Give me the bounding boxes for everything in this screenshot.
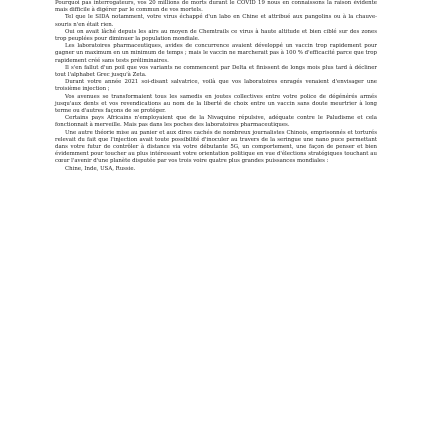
paragraph-variants: Il s'en fallut d'un poil que vos variants ne commencent par Delta et finissent de longs mois plus tard à décliner tout l'alphabet Grec jusqu'à Zeta. xyxy=(55,64,377,79)
paragraph-annee-2021: Durant votre année 2021 soi-disant salvatrice, voilà que vos laboratoires enragés venaient d'envisager une troisième injection ; xyxy=(55,79,377,93)
paragraph-nano-puce: Une autre théorie mise au panier et aux dires cachés de nombreux journalistes Chinois, emprisonnés et torturés relevait du fait que l'injection avait toute possibilité d'inoculer au travers de la seringue une nano puce permettant dans votre futur de contrôler à distance via votre débutante 5G, un comportement, une façon de penser et bien évidemment pour toucher au plus intéressant votre orientation politique en vue d'élections stratégiques touchant au cœur l'avenir d'une planète disputée par vos trois voire quatre plus grandes puissances mondiales : xyxy=(55,129,377,165)
paragraph-puissances: Chine, Inde, USA, Russie. xyxy=(65,165,136,172)
paragraph-avenues: Vos avenues se transformaient tous les samedis en joutes collectives entre votre police de dégénérés armés jusqu'aux dents et vos revendications au nom de la liberté de choix entre un vaccin sans doute meurtrier à long terme ou d'autres façons de se protéger. xyxy=(55,93,377,115)
paragraph-laboratoires: Les laboratoires pharmaceutiques, avides de concurrence avaient développé un vaccin trop rapidement pour gagner un maximum en un minimum de temps ; mais le vaccin ne marcherait pas à 100 % d'efficacité parce que trop rapidement créé sans tests préliminaires. xyxy=(55,43,377,64)
paragraph-sida: Tel que le SIDA notamment, votre virus échappé d'un labo en Chine et attribué aux pangolins ou à la chauve-souris n'en était rien. xyxy=(55,14,377,28)
paragraph-nivaquine: Certains pays Africains n'employaient que de la Nivaquine répulsive, adéquate contre le Paludisme et cela fonctionnait à merveille. Mais pas dans les poches des laboratoires pharmaceutiques. xyxy=(55,115,377,129)
paragraph-intro: Pourquoi pas interrogateurs, vos 20 millions de morts durant le COVID 19 nous en connaissons la raison évidente mais difficile à digérer par le commun de vos mortels. xyxy=(55,0,377,14)
paragraph-chemtrails: Oui on avait lâché depuis les airs au moyen de Chemtrails ce virus à haute altitude et bien ciblé sur des zones trop peuplées pour diminuer la population mondiale. xyxy=(55,28,377,43)
article-body xyxy=(55,0,377,173)
